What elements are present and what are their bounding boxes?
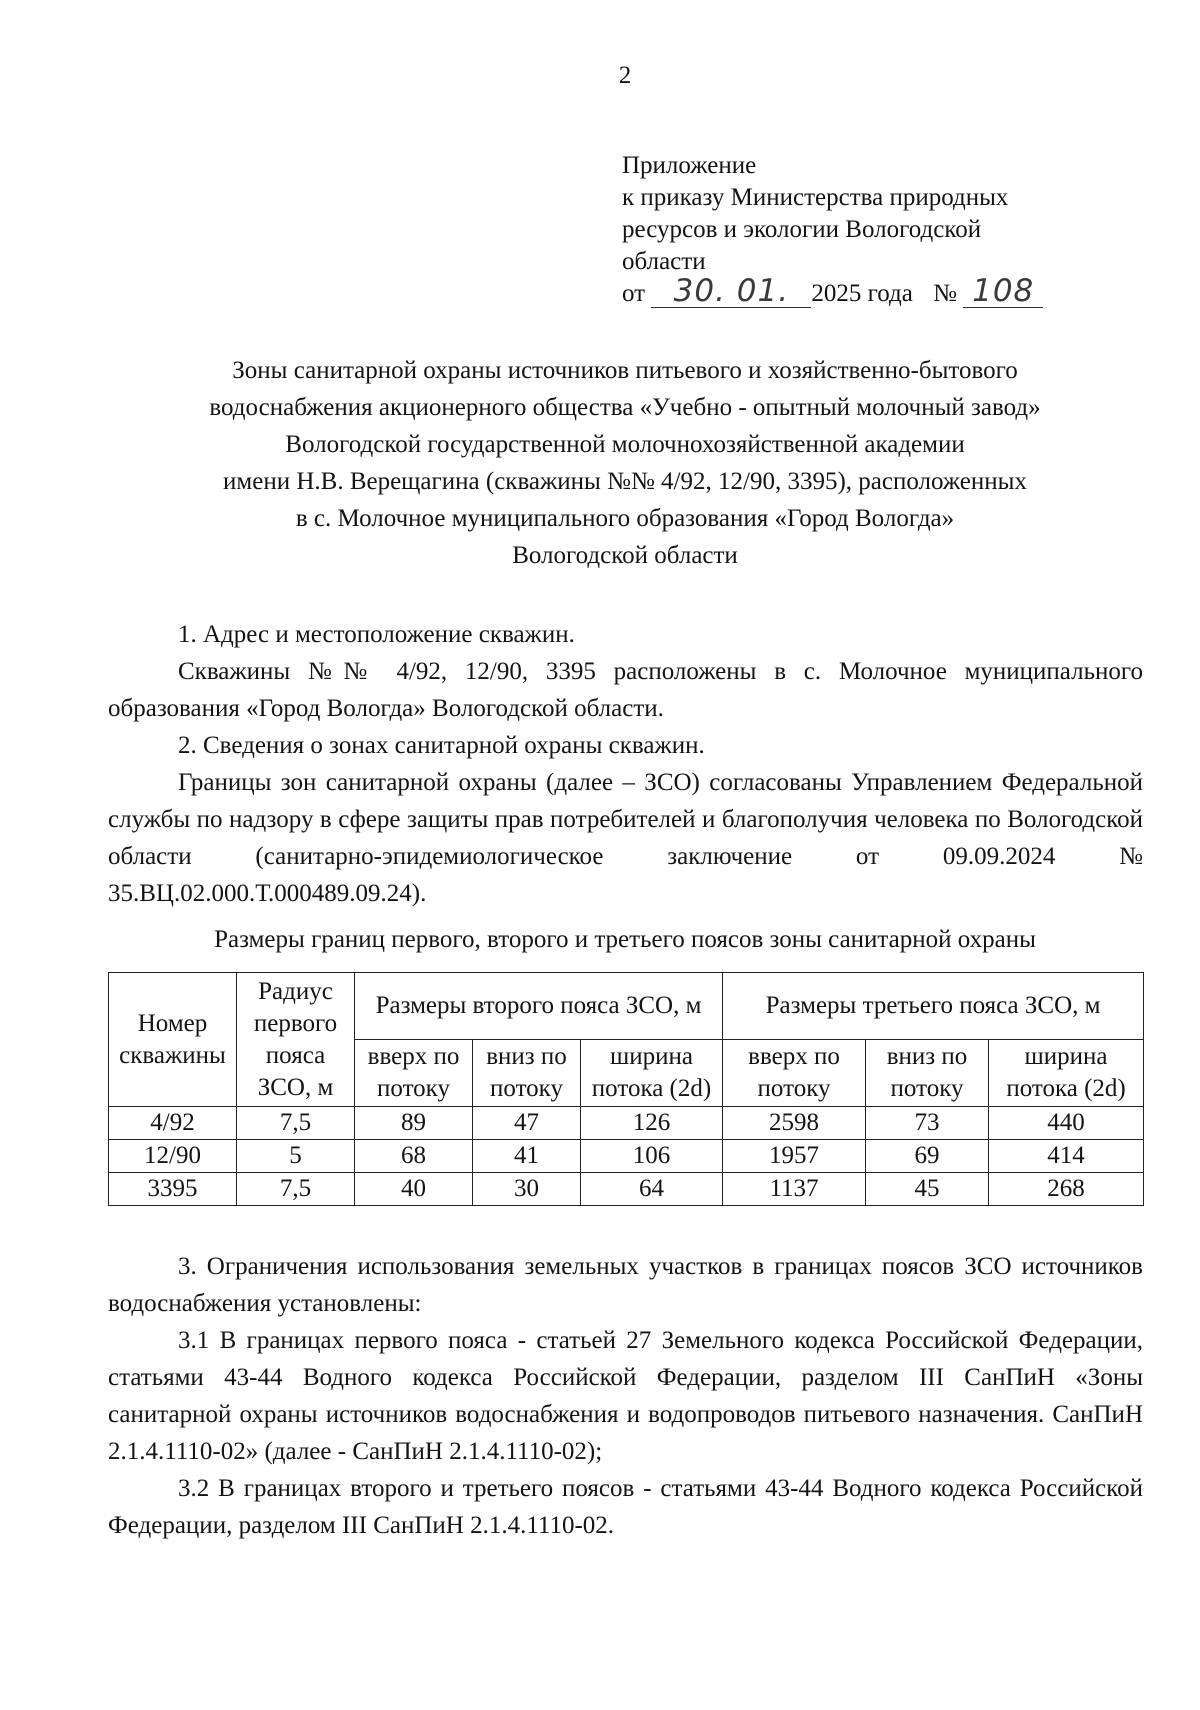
cell: 126 [581,1107,723,1140]
header-third-zone: Размеры третьего пояса ЗСО, м [723,973,1144,1040]
title-line: Зоны санитарной охраны источников питьевого и хозяйственно-бытового [232,357,1018,384]
cell: 89 [355,1107,473,1140]
header-well-number: Номер скважины [109,973,237,1107]
cell: 12/90 [109,1140,237,1173]
cell: 5 [237,1140,355,1173]
title-line: Вологодской государственной молочнохозяйственной академии [285,431,965,458]
cell: 7,5 [237,1173,355,1206]
number-sign: № [933,280,957,307]
table-row [109,1173,1144,1206]
section-3-1-text: 3.1 В границах первого пояса - статьей 27 Земельного кодекса Российской Федерации, статьями 43-44 Водного кодекса Российской Федерации, разделом III СанПиН «Зоны санитарной охраны источников водоснабжения и водопроводов питьевого назначения. СанПиН 2.1.4.1110-02» (далее - СанПиН 2.1.4.1110-02); [108,1327,1143,1465]
section-1-text: Скважины №№ 4/92, 12/90, 3395 расположены в с. Молочное муниципального образования «Город Вологда» Вологодской области. [108,658,1143,722]
cell: 1957 [723,1140,866,1173]
cell: 40 [355,1173,473,1206]
cell: 45 [866,1173,989,1206]
cell: 2598 [723,1107,866,1140]
cell: 47 [473,1107,581,1140]
document-title [100,352,1150,574]
header-width: ширина потока (2d) [989,1040,1144,1107]
section-1-heading: 1. Адрес и местоположение скважин. [178,621,575,648]
title-line: водоснабжения акционерного общества «Учебно - опытный молочный завод» [209,394,1041,421]
title-line: имени Н.В. Верещагина (скважины №№ 4/92, 12/90, 3395), расположенных [223,468,1027,495]
header-second-zone: Размеры второго пояса ЗСО, м [355,973,723,1040]
date-field [651,273,811,309]
title-line: Вологодской области [512,542,738,569]
handwritten-number: 108 [972,273,1035,309]
section-2-heading: 2. Сведения о зонах санитарной охраны скважин. [178,732,705,759]
cell: 4/92 [109,1107,237,1140]
order-number-field [963,273,1043,309]
header-upstream: вверх по потоку [723,1040,866,1107]
cell: 3395 [109,1173,237,1206]
cell: 73 [866,1107,989,1140]
appendix-line: области [622,248,706,275]
header-radius: Радиус первого пояса ЗСО, м [237,973,355,1107]
table-row [109,1107,1144,1140]
header-width: ширина потока (2d) [581,1040,723,1107]
section-3-2-text: 3.2 В границах второго и третьего поясов - статьями 43-44 Водного кодекса Российской Федерации, разделом III СанПиН 2.1.4.1110-02. [108,1475,1143,1539]
cell: 64 [581,1173,723,1206]
year-label: 2025 года [811,280,913,307]
header-downstream: вниз по потоку [866,1040,989,1107]
table-row [109,1140,1144,1173]
appendix-line: ресурсов и экологии Вологодской [622,216,982,243]
cell: 414 [989,1140,1144,1173]
table-header-row [109,973,1144,1040]
table-caption: Размеры границ первого, второго и третьего поясов зоны санитарной охраны [214,926,1036,953]
handwritten-date: 30. 01. [673,273,790,309]
cell: 30 [473,1173,581,1206]
from-label: от [622,280,646,307]
header-downstream: вниз по потоку [473,1040,581,1107]
cell: 68 [355,1140,473,1173]
title-line: в с. Молочное муниципального образования «Город Вологда» [295,505,955,532]
appendix-block [622,150,1142,310]
sanitary-zone-table [108,972,1144,1206]
section-3-heading: 3. Ограничения использования земельных участков в границах поясов ЗСО источников водоснабжения установлены: [108,1253,1143,1317]
appendix-date-line [622,273,1142,310]
cell: 7,5 [237,1107,355,1140]
page-number: 2 [618,62,632,89]
header-upstream: вверх по потоку [355,1040,473,1107]
appendix-line: к приказу Министерства природных [622,184,1009,211]
cell: 69 [866,1140,989,1173]
appendix-line: Приложение [622,152,757,179]
section-2-text: Границы зон санитарной охраны (далее – ЗСО) согласованы Управлением Федеральной службы по надзору в сфере защиты прав потребителей и благополучия человека по Вологодской области (санитарно-эпидемиологическое заключение от 09.09.2024 № 35.ВЦ.02.000.Т.000489.09.24). [108,769,1143,907]
cell: 440 [989,1107,1144,1140]
cell: 1137 [723,1173,866,1206]
cell: 41 [473,1140,581,1173]
cell: 268 [989,1173,1144,1206]
cell: 106 [581,1140,723,1173]
